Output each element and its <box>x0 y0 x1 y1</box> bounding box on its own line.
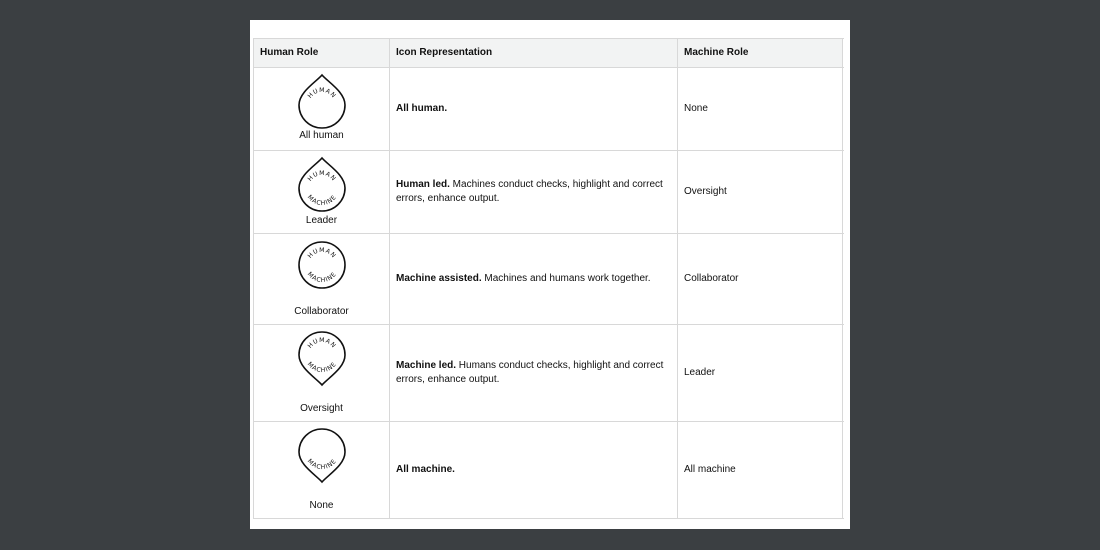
representation-title: Human led. <box>396 179 450 190</box>
svg-text:HUMAN <box>307 247 338 260</box>
machine-role-cell: Oversight <box>678 151 843 233</box>
collaborator-circle-icon <box>296 238 348 300</box>
svg-text:HUMAN <box>307 87 338 100</box>
human-role-cell <box>254 325 390 421</box>
table-header-row <box>254 39 844 68</box>
table-row <box>254 68 844 151</box>
svg-text:MACHINE <box>306 361 338 374</box>
representation-cell <box>390 151 678 233</box>
representation-text: Machines and humans work together. <box>481 273 651 284</box>
header-icon-representation: Icon Representation <box>390 39 678 67</box>
svg-text:MACHINE <box>306 458 338 471</box>
human-role-label: None <box>309 500 334 511</box>
header-machine-role: Machine Role <box>678 39 843 67</box>
all-human-drop-icon <box>296 72 348 134</box>
human-role-label: Leader <box>305 215 338 226</box>
representation-title: Machine assisted. <box>396 273 482 284</box>
svg-text:HUMAN <box>307 170 338 183</box>
icon-word-machine: MACHINE <box>305 193 339 208</box>
icon-word-machine: MACHINE <box>305 457 339 472</box>
table-row <box>254 234 844 325</box>
header-human-role: Human Role <box>254 39 390 67</box>
svg-text:HUMAN <box>307 337 338 350</box>
icon-word-machine: MACHINE <box>305 360 339 375</box>
table-row <box>254 151 844 234</box>
icon-word-human: HUMAN <box>306 169 338 183</box>
machine-role-cell: All machine <box>678 422 843 518</box>
representation-title: All machine. <box>396 464 455 475</box>
machine-led-drop-icon <box>296 329 348 391</box>
icon-word-human: HUMAN <box>306 86 338 100</box>
representation-text: Machines conduct checks, highlight and correct errors, enhance output. <box>396 179 663 204</box>
representation-cell <box>390 325 678 421</box>
human-role-cell <box>254 422 390 518</box>
table-row <box>254 325 844 422</box>
document-page <box>250 20 850 529</box>
human-role-cell <box>254 68 390 150</box>
human-role-label: Collaborator <box>294 306 349 317</box>
human-role-cell <box>254 234 390 324</box>
svg-text:MACHINE <box>306 271 338 284</box>
icon-word-machine: MACHINE <box>305 270 339 285</box>
all-machine-drop-icon <box>296 426 348 488</box>
human-led-drop-icon <box>296 155 348 217</box>
representation-title: All human. <box>396 103 448 114</box>
representation-cell <box>390 234 678 324</box>
table-row <box>254 422 844 519</box>
machine-role-cell: Leader <box>678 325 843 421</box>
representation-title: Machine led. <box>396 360 457 371</box>
icon-word-human: HUMAN <box>306 246 338 260</box>
human-role-label: All human <box>299 130 344 141</box>
representation-cell <box>390 422 678 518</box>
human-role-cell <box>254 151 390 233</box>
representation-text: Humans conduct checks, highlight and correct errors, enhance output. <box>396 360 664 385</box>
machine-role-cell: None <box>678 68 843 150</box>
representation-cell <box>390 68 678 150</box>
machine-role-cell: Collaborator <box>678 234 843 324</box>
human-role-label: Oversight <box>300 403 343 414</box>
icon-word-human: HUMAN <box>306 336 338 350</box>
roles-table <box>253 38 844 519</box>
svg-text:MACHINE <box>306 194 338 207</box>
